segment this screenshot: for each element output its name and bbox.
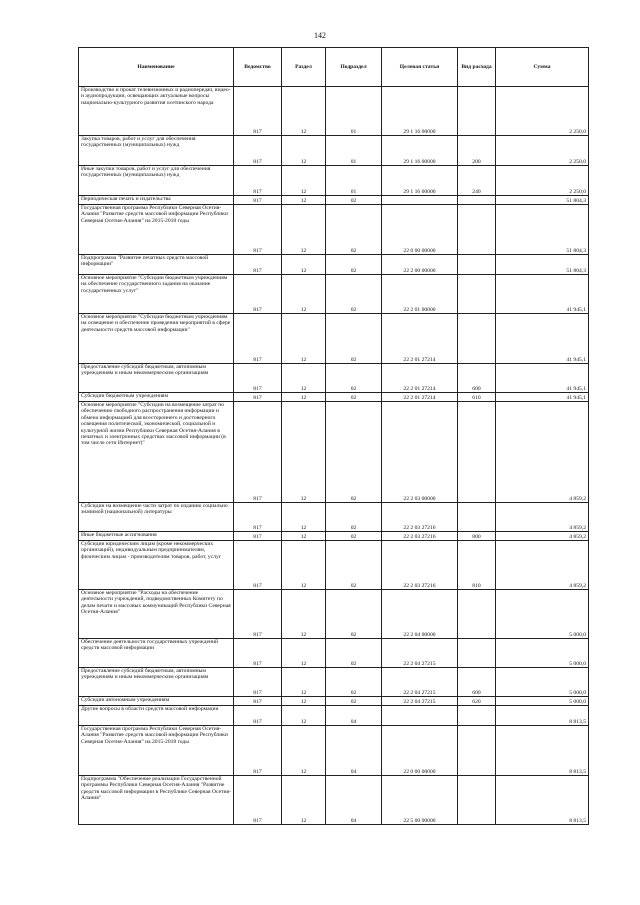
section-cell: 12: [282, 255, 326, 275]
table-row: [79, 393, 589, 402]
header-name: Наименование: [79, 48, 234, 87]
section-cell: 12: [282, 503, 326, 532]
name-cell: Основное мероприятие "Субсидии бюджетным учреждениям на освещение и обеспечение проведения мероприятий в сфере деятельности средств массовой информации": [79, 314, 234, 364]
section-cell: 12: [282, 364, 326, 393]
subsection-cell: 04: [326, 776, 382, 825]
table-row: [79, 136, 589, 166]
table-row: [79, 668, 589, 697]
subsection-cell: 02: [326, 668, 382, 697]
target-article-cell: [382, 196, 458, 205]
subsection-cell: 02: [326, 314, 382, 364]
target-article-cell: 22 0 00 00000: [382, 205, 458, 255]
amount-cell: 4 859,2: [496, 402, 589, 503]
table-row: [79, 590, 589, 639]
section-cell: 12: [282, 314, 326, 364]
target-article-cell: 22 0 00 00000: [382, 726, 458, 776]
section-cell: 12: [282, 590, 326, 639]
name-cell: Иные бюджетные ассигнования: [79, 532, 234, 541]
section-cell: 12: [282, 639, 326, 668]
expense-type-cell: [458, 503, 496, 532]
page-number: 142: [314, 31, 326, 40]
header-department: Ведомство: [234, 48, 282, 87]
expense-type-cell: 200: [458, 136, 496, 166]
expense-type-cell: [458, 706, 496, 726]
target-article-cell: 22 2 01 27214: [382, 393, 458, 402]
section-cell: 12: [282, 668, 326, 697]
target-article-cell: 22 2 01 27214: [382, 364, 458, 393]
expense-type-cell: [458, 196, 496, 205]
table-row: [79, 255, 589, 275]
amount-cell: 5 000,0: [496, 668, 589, 697]
department-cell: 817: [234, 776, 282, 825]
target-article-cell: 22 2 01 27214: [382, 314, 458, 364]
subsection-cell: 02: [326, 503, 382, 532]
name-cell: Периодическая печать и издательства: [79, 196, 234, 205]
target-article-cell: 22 2 03 27216: [382, 532, 458, 541]
subsection-cell: 02: [326, 697, 382, 706]
amount-cell: 51 804,3: [496, 196, 589, 205]
table-row: [79, 275, 589, 314]
table-row: [79, 726, 589, 776]
subsection-cell: 02: [326, 205, 382, 255]
department-cell: 817: [234, 314, 282, 364]
header-subsection: Подраздел: [326, 48, 382, 87]
department-cell: 817: [234, 541, 282, 590]
header-expense-type: Вид расхода: [458, 48, 496, 87]
table-row: [79, 776, 589, 825]
table-row: [79, 639, 589, 668]
department-cell: 817: [234, 196, 282, 205]
amount-cell: 4 859,2: [496, 532, 589, 541]
expense-type-cell: [458, 275, 496, 314]
department-cell: 817: [234, 726, 282, 776]
subsection-cell: 02: [326, 532, 382, 541]
section-cell: 12: [282, 393, 326, 402]
department-cell: 817: [234, 503, 282, 532]
expense-type-cell: 240: [458, 166, 496, 196]
target-article-cell: 29 1 16 00000: [382, 136, 458, 166]
expense-type-cell: [458, 87, 496, 136]
name-cell: Субсидии юридическим лицам (кроме некоммерческих организаций), индивидуальным предпринимателям, физическим лицам - производителям товаров, работ, услуг: [79, 541, 234, 590]
department-cell: 817: [234, 402, 282, 503]
subsection-cell: 02: [326, 590, 382, 639]
target-article-cell: 29 1 16 00000: [382, 87, 458, 136]
amount-cell: 5 000,0: [496, 590, 589, 639]
expense-type-cell: [458, 314, 496, 364]
expense-type-cell: 600: [458, 364, 496, 393]
name-cell: Производство и прокат телевизионных и радиопередач, видео- и аудиопродукции, освещающих актуальные вопросы национально-культурного развития осетинского народа: [79, 87, 234, 136]
name-cell: Подпрограмма "Развитие печатных средств массовой информации": [79, 255, 234, 275]
amount-cell: 4 859,2: [496, 503, 589, 532]
subsection-cell: 02: [326, 393, 382, 402]
amount-cell: 41 945,1: [496, 314, 589, 364]
section-cell: 12: [282, 726, 326, 776]
expense-type-cell: [458, 402, 496, 503]
department-cell: 817: [234, 697, 282, 706]
name-cell: Государственная программа Республики Северная Осетия-Алания "Развитие средств массовой информации Республики Северная Осетия-Алания" на 2015-2018 годы: [79, 205, 234, 255]
name-cell: Государственная программа Республики Северная Осетия-Алания "Развитие средств массовой информации Республики Северная Осетия-Алания" на 2015-2018 годы: [79, 726, 234, 776]
department-cell: 817: [234, 166, 282, 196]
subsection-cell: 02: [326, 541, 382, 590]
target-article-cell: 22 2 04 27215: [382, 697, 458, 706]
amount-cell: 8 813,5: [496, 776, 589, 825]
expense-type-cell: [458, 205, 496, 255]
section-cell: 12: [282, 706, 326, 726]
subsection-cell: 02: [326, 639, 382, 668]
table-row: [79, 503, 589, 532]
table-row: [79, 205, 589, 255]
target-article-cell: 22 2 03 00000: [382, 402, 458, 503]
expense-type-cell: 810: [458, 541, 496, 590]
section-cell: 12: [282, 196, 326, 205]
amount-cell: 51 804,3: [496, 205, 589, 255]
department-cell: 817: [234, 275, 282, 314]
expense-type-cell: [458, 590, 496, 639]
name-cell: Субсидии автономным учреждениям: [79, 697, 234, 706]
section-cell: 12: [282, 697, 326, 706]
name-cell: Подпрограмма "Обеспечение реализации Государственной программы Республики Северная Осетия-Алания "Развитие средств массовой информации в Республике Северная Осетия-Алания": [79, 776, 234, 825]
subsection-cell: 01: [326, 87, 382, 136]
department-cell: 817: [234, 590, 282, 639]
amount-cell: 41 945,1: [496, 393, 589, 402]
expense-type-cell: [458, 776, 496, 825]
department-cell: 817: [234, 706, 282, 726]
section-cell: 12: [282, 166, 326, 196]
target-article-cell: 22 2 01 00000: [382, 275, 458, 314]
table-row: [79, 314, 589, 364]
target-article-cell: 22 2 00 00000: [382, 255, 458, 275]
budget-table: [78, 47, 589, 825]
target-article-cell: 22 2 04 27215: [382, 639, 458, 668]
section-cell: 12: [282, 205, 326, 255]
table-row: [79, 541, 589, 590]
target-article-cell: 22 5 00 00000: [382, 776, 458, 825]
header-target-article: Целевая статья: [382, 48, 458, 87]
department-cell: 817: [234, 639, 282, 668]
header-amount: Сумма: [496, 48, 589, 87]
subsection-cell: 04: [326, 706, 382, 726]
table-row: [79, 697, 589, 706]
amount-cell: 41 945,1: [496, 275, 589, 314]
expense-type-cell: 620: [458, 697, 496, 706]
table-row: [79, 87, 589, 136]
table-row: [79, 532, 589, 541]
expense-type-cell: 610: [458, 393, 496, 402]
expense-type-cell: 600: [458, 668, 496, 697]
expense-type-cell: [458, 726, 496, 776]
amount-cell: 2 250,0: [496, 87, 589, 136]
amount-cell: 2 250,0: [496, 136, 589, 166]
subsection-cell: 01: [326, 166, 382, 196]
subsection-cell: 02: [326, 255, 382, 275]
amount-cell: 5 000,0: [496, 639, 589, 668]
name-cell: Субсидии на возмещение части затрат по изданию социально значимой (национальной) литературы: [79, 503, 234, 532]
subsection-cell: 02: [326, 364, 382, 393]
amount-cell: 2 250,0: [496, 166, 589, 196]
amount-cell: 5 000,0: [496, 697, 589, 706]
section-cell: 12: [282, 776, 326, 825]
name-cell: Обеспечение деятельности государственных учреждений средств массовой информации: [79, 639, 234, 668]
table-row: [79, 706, 589, 726]
section-cell: 12: [282, 402, 326, 503]
target-article-cell: 22 2 04 00000: [382, 590, 458, 639]
name-cell: Основное мероприятие "Субсидии бюджетным учреждениям на обеспечение государственного задания на оказание государственных услуг": [79, 275, 234, 314]
amount-cell: 41 945,1: [496, 364, 589, 393]
department-cell: 817: [234, 205, 282, 255]
subsection-cell: 02: [326, 402, 382, 503]
subsection-cell: 02: [326, 275, 382, 314]
department-cell: 817: [234, 136, 282, 166]
header-section: Раздел: [282, 48, 326, 87]
table-header-row: [79, 48, 589, 87]
amount-cell: 4 859,2: [496, 541, 589, 590]
department-cell: 817: [234, 393, 282, 402]
target-article-cell: 22 2 04 27215: [382, 668, 458, 697]
section-cell: 12: [282, 532, 326, 541]
amount-cell: 8 813,5: [496, 706, 589, 726]
section-cell: 12: [282, 275, 326, 314]
department-cell: 817: [234, 87, 282, 136]
name-cell: Предоставление субсидий бюджетным, автономным учреждениям и иным некоммерческим организациям: [79, 364, 234, 393]
name-cell: Другие вопросы в области средств массовой информации: [79, 706, 234, 726]
target-article-cell: [382, 706, 458, 726]
expense-type-cell: 800: [458, 532, 496, 541]
target-article-cell: 29 1 16 00000: [382, 166, 458, 196]
target-article-cell: 22 2 03 27216: [382, 541, 458, 590]
name-cell: Основное мероприятие "Расходы на обеспечение деятельности учреждений, подведомственных Комитету по делам печати и массовых коммуникаций Республики Северная Осетия-Алания": [79, 590, 234, 639]
department-cell: 817: [234, 668, 282, 697]
subsection-cell: 01: [326, 136, 382, 166]
table-row: [79, 364, 589, 393]
subsection-cell: 02: [326, 196, 382, 205]
name-cell: Основное мероприятие "Субсидии на возмещение затрат по обеспечению свободного распространения информации и обмена информацией для всестороннего и достоверного освещения политической, экономической, социальной и культурной жизни Республики Северная Осетия-Алания в печатных и электронных средствах массовой информации (в том числе сети Интернет)": [79, 402, 234, 503]
department-cell: 817: [234, 364, 282, 393]
name-cell: Субсидии бюджетным учреждениям: [79, 393, 234, 402]
subsection-cell: 04: [326, 726, 382, 776]
amount-cell: 8 813,5: [496, 726, 589, 776]
expense-type-cell: [458, 255, 496, 275]
expense-type-cell: [458, 639, 496, 668]
table-row: [79, 166, 589, 196]
name-cell: Предоставление субсидий бюджетным, автономным учреждениям и иным некоммерческим организациям: [79, 668, 234, 697]
table-row: [79, 196, 589, 205]
table-row: [79, 402, 589, 503]
section-cell: 12: [282, 136, 326, 166]
name-cell: Закупка товаров, работ и услуг для обеспечения государственных (муниципальных) нужд: [79, 136, 234, 166]
section-cell: 12: [282, 87, 326, 136]
name-cell: Иные закупки товаров, работ и услуг для обеспечения государственных (муниципальных) нужд: [79, 166, 234, 196]
target-article-cell: 22 2 03 27216: [382, 503, 458, 532]
amount-cell: 51 804,3: [496, 255, 589, 275]
department-cell: 817: [234, 532, 282, 541]
section-cell: 12: [282, 541, 326, 590]
department-cell: 817: [234, 255, 282, 275]
